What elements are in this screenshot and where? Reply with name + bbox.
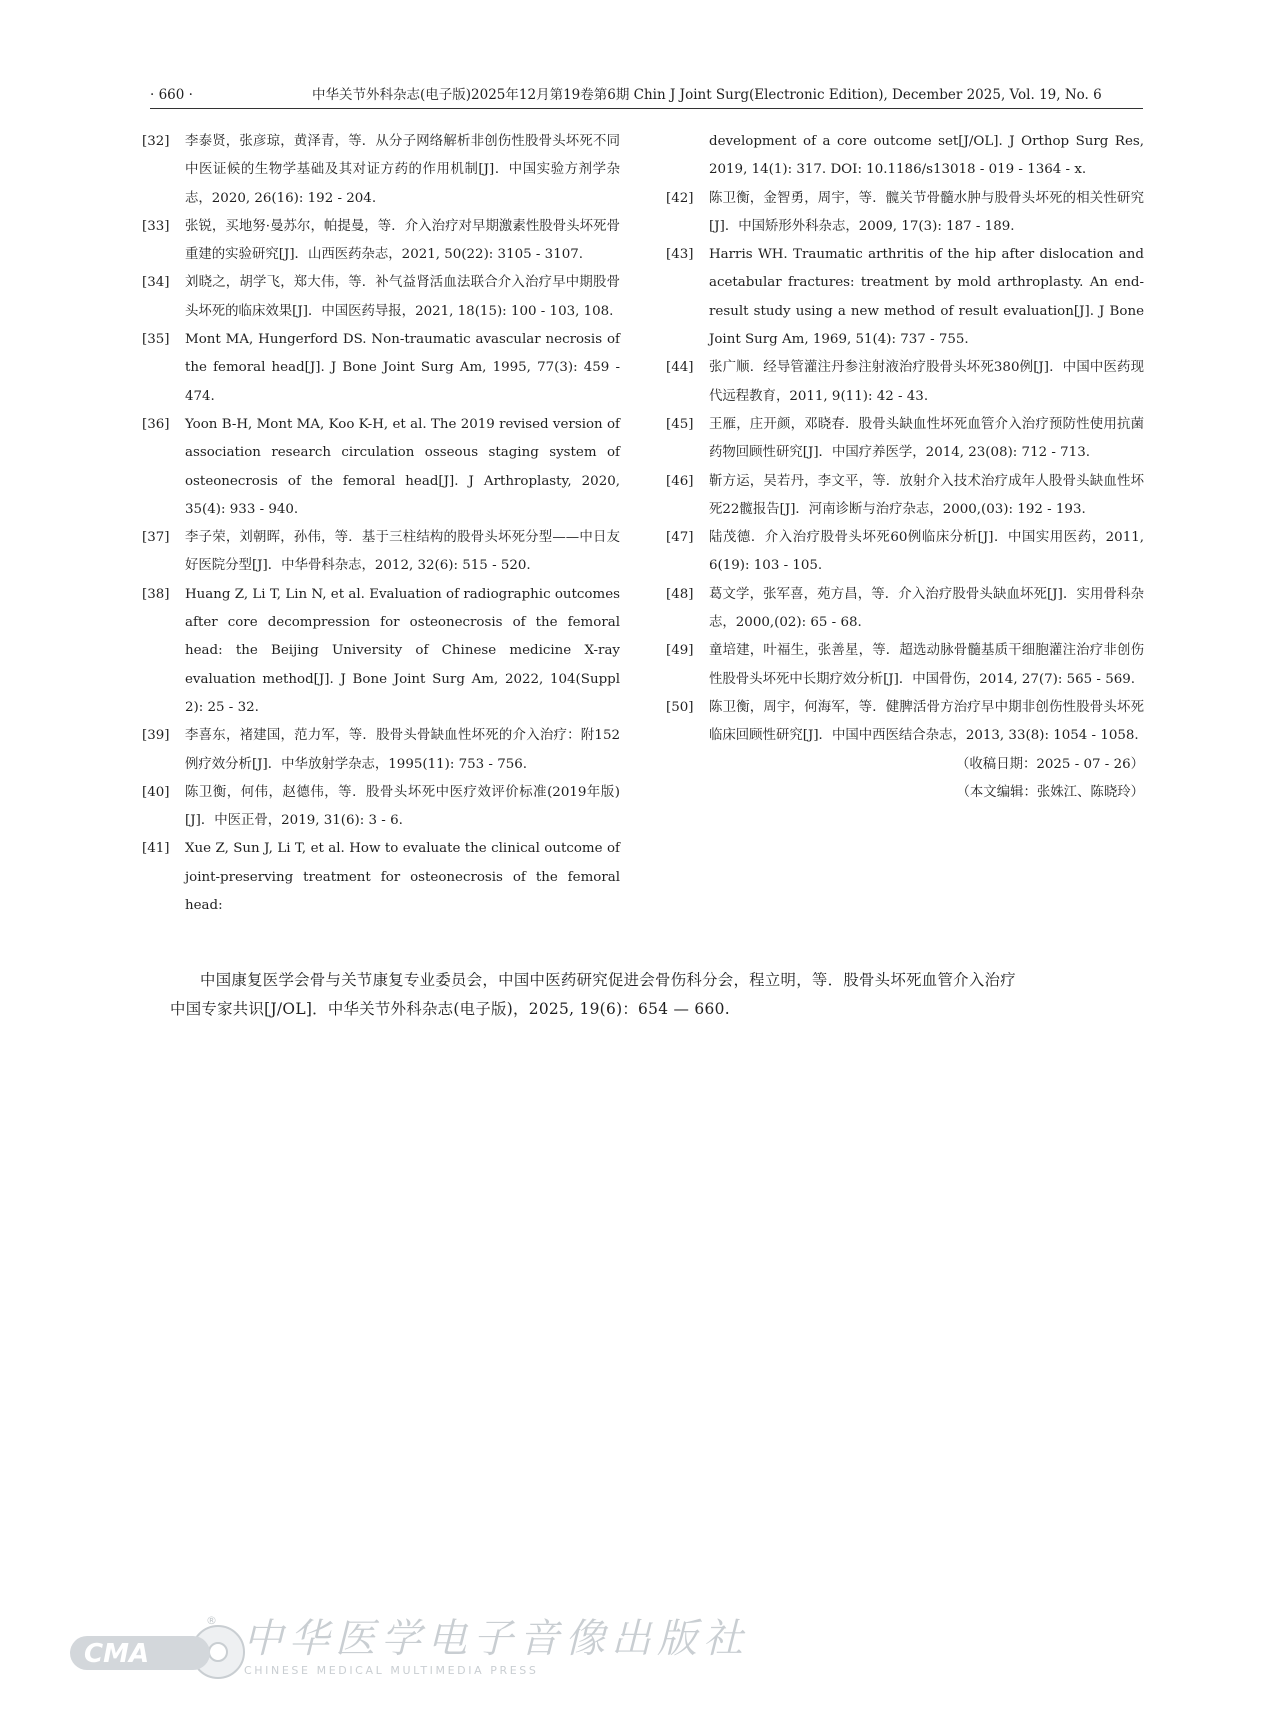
reference-number: [45] <box>666 416 694 432</box>
reference-item <box>666 581 1144 638</box>
reference-number: [47] <box>666 530 694 546</box>
publisher-name-cn: 中华医学电子音像出版社 <box>243 1616 749 1662</box>
references-right-column <box>666 128 1144 807</box>
reference-text: 王雁，庄开颜，邓晓春．股骨头缺血性坏死血管介入治疗预防性使用抗菌药物回顾性研究[J]．中国疗养医学，2014, 23(08): 712 - 713. <box>709 416 1144 461</box>
reference-text: 李泰贤，张彦琼，黄泽青，等．从分子网络解析非创伤性股骨头坏死不同中医证候的生物学基础及其对证方药的作用机制[J]．中国实验方剂学杂志，2020, 26(16): 192 - 204. <box>185 134 620 206</box>
reference-text: Harris WH. Traumatic arthritis of the hip after dislocation and acetabular fractures: treatment by mold arthroplasty. An end-result study using a new method of result evaluation[J]. J Bone Joint Surg Am, 1969, 51(4): 737 - 755. <box>709 247 1144 348</box>
reference-text: 刘晓之，胡学飞，郑大伟，等．补气益肾活血法联合介入治疗早中期股骨头坏死的临床效果[J]．中国医药导报，2021, 18(15): 100 - 103, 108. <box>185 275 620 319</box>
reference-number: [44] <box>666 360 694 376</box>
reference-text: Yoon B-H, Mont MA, Koo K-H, et al. The 2019 revised version of association research circulation osseous staging system of osteonecrosis of the femoral head[J]. J Arthroplasty, 2020, 35(4): 933 - 940. <box>185 416 620 517</box>
reference-item <box>142 779 620 836</box>
reference-item <box>142 213 620 270</box>
reference-item <box>142 581 620 722</box>
reference-item <box>142 128 620 213</box>
reference-item <box>666 694 1144 751</box>
reference-item <box>666 241 1144 354</box>
reference-text: 靳方运，吴若丹，李文平，等．放射介入技术治疗成年人股骨头缺血性坏死22髋报告[J]．河南诊断与治疗杂志，2000,(03): 192 - 193. <box>709 473 1144 517</box>
reference-number: [49] <box>666 643 694 659</box>
reference-text: 李子荣，刘朝晖，孙伟，等．基于三柱结构的股骨头坏死分型——中日友好医院分型[J]．中华骨科杂志，2012, 32(6): 515 - 520. <box>185 530 620 574</box>
reference-text: Mont MA, Hungerford DS. Non-traumatic avascular necrosis of the femoral head[J]. J Bone Joint Surg Am, 1995, 77(3): 459 - 474. <box>185 332 620 404</box>
reference-text: 张锐，买地努·曼苏尔，帕提曼，等．介入治疗对早期激素性股骨头坏死骨重建的实验研究[J]．山西医药杂志，2021, 50(22): 3105 - 3107. <box>185 218 620 263</box>
reference-text: 张广顺．经导管灌注丹参注射液治疗股骨头坏死380例[J]．中国中医药现代远程教育，2011, 9(11): 42 - 43. <box>709 360 1144 404</box>
reference-item <box>666 411 1144 468</box>
reference-text: 陈卫衡，何伟，赵德伟，等．股骨头坏死中医疗效评价标准(2019年版)[J]．中医正骨，2019, 31(6): 3 - 6. <box>185 784 620 829</box>
reference-continuation: development of a core outcome set[J/OL]. J Orthop Surg Res, 2019, 14(1): 317. DOI: 10.1186/s13018 - 019 - 1364 - x. <box>709 134 1144 178</box>
reference-text: Huang Z, Li T, Lin N, et al. Evaluation of radiographic outcomes after core decompression for osteonecrosis of the femoral head: the Beijing University of Chinese medicine X-ray evaluation method[J]. J Bone Joint Surg Am, 2022, 104(Suppl 2): 25 - 32. <box>185 586 620 715</box>
reference-text: 陆茂德．介入治疗股骨头坏死60例临床分析[J]．中国实用医药，2011, 6(19): 103 - 105. <box>709 530 1144 574</box>
reference-item <box>666 468 1144 525</box>
reference-item <box>666 354 1144 411</box>
reference-number: [32] <box>142 134 170 149</box>
reference-number: [37] <box>142 530 170 546</box>
reference-text: 童培建，叶福生，张善星，等．超选动脉骨髓基质干细胞灌注治疗非创伤性股骨头坏死中长期疗效分析[J]．中国骨伤，2014, 27(7): 565 - 569. <box>709 643 1144 687</box>
reference-number: [41] <box>142 841 170 857</box>
reference-number: [46] <box>666 473 694 489</box>
editor-note: （本文编辑：张姝江、陈晓玲） <box>956 784 1144 800</box>
reference-item <box>142 524 620 581</box>
registered-mark: ® <box>206 1614 217 1627</box>
reference-text: Xue Z, Sun J, Li T, et al. How to evaluate the clinical outcome of joint-preserving treatment for osteonecrosis of the femoral head: <box>185 841 620 914</box>
reference-number: [43] <box>666 247 694 263</box>
cma-disc-logo <box>68 1616 248 1680</box>
citation-line-1: 中国康复医学会骨与关节康复专业委员会，中国中医药研究促进会骨伤科分会，程立明，等．股骨头坏死血管介入治疗 <box>200 971 1016 989</box>
received-date: （收稿日期：2025 - 07 - 26） <box>956 756 1144 772</box>
reference-text: 陈卫衡，金智勇，周宇，等．髋关节骨髓水肿与股骨头坏死的相关性研究[J]．中国矫形外科杂志，2009, 17(3): 187 - 189. <box>709 190 1144 234</box>
reference-number: [42] <box>666 190 694 206</box>
citation-line-2: 中国专家共识[J/OL]．中华关节外科杂志(电子版)，2025, 19(6)：654 — 660. <box>170 1000 730 1018</box>
publisher-name-en: CHINESE MEDICAL MULTIMEDIA PRESS <box>244 1664 539 1677</box>
reference-number: [36] <box>142 416 170 432</box>
reference-item <box>142 722 620 779</box>
reference-number: [39] <box>142 728 170 744</box>
reference-text: 李喜东，褚建国，范力军，等．股骨头骨缺血性坏死的介入治疗：附152例疗效分析[J]．中华放射学杂志，1995(11): 753 - 756. <box>185 728 620 772</box>
reference-item <box>142 411 620 524</box>
reference-item <box>142 326 620 411</box>
reference-text: 陈卫衡，周宇，何海军，等．健脾活骨方治疗早中期非创伤性股骨头坏死临床回顾性研究[J]．中国中西医结合杂志，2013, 33(8): 1054 - 1058. <box>709 699 1144 744</box>
running-header <box>150 82 1143 109</box>
reference-number: [48] <box>666 586 694 602</box>
cma-logo-text: CMA <box>84 1639 150 1669</box>
reference-number: [40] <box>142 784 170 800</box>
reference-item <box>142 269 620 326</box>
references-left-column <box>142 128 620 920</box>
reference-number: [35] <box>142 332 170 348</box>
reference-item <box>666 637 1144 694</box>
reference-number: [34] <box>142 275 170 291</box>
reference-text: 葛文学，张军喜，苑方昌，等．介入治疗股骨头缺血坏死[J]．实用骨科杂志，2000,(02): 65 - 68. <box>709 586 1144 631</box>
reference-number: [50] <box>666 699 694 715</box>
journal-header-title: 中华关节外科杂志(电子版)2025年12月第19卷第6期 Chin J Joint Surg(Electronic Edition), December 2025, Vol. 19, No. 6 <box>312 87 1102 103</box>
article-citation <box>170 966 1150 1024</box>
reference-item <box>666 524 1144 581</box>
reference-number: [33] <box>142 218 170 234</box>
reference-item <box>666 185 1144 242</box>
page-number: · 660 · <box>150 87 193 103</box>
reference-number: [38] <box>142 586 170 602</box>
reference-item <box>142 835 620 920</box>
